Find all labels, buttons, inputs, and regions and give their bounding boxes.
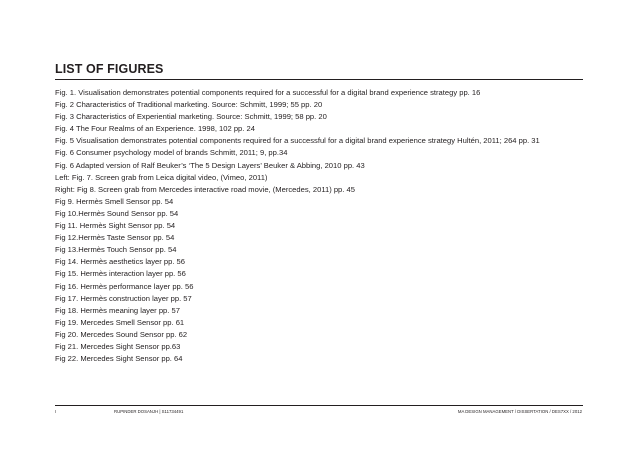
figure-entry: Fig. 4 The Four Realms of an Experience. 1998, 102 pp. 24 [55,124,255,134]
footer-page-number: I [55,409,57,414]
figure-entry: Fig. 1. Visualisation demonstrates potential components required for a successful for a digital brand experience strategy pp. 16 [55,88,481,97]
figure-entry: Fig. 2 Characteristics of Traditional marketing. Source: Schmitt, 1999; 55 pp. 20 [55,100,323,110]
figure-entry: Fig 21. Mercedes Sight Sensor pp.63 [55,341,181,351]
figure-entry: Fig. 6 Adapted version of Ralf Beuker’s ‘The 5 Design Layers’ Beuker & Abbing, 2010 pp. 43 [55,160,365,170]
figure-entry: Fig 10.Hermès Sound Sensor pp. 54 [55,208,179,218]
figure-entry: Fig 22. Mercedes Sight Sensor pp. 64 [55,354,183,364]
figure-entry: Fig 13.Hermès Touch Sensor pp. 54 [55,245,177,255]
footer-course: MA DESIGN MANAGEMENT / DISSERTATION / DES7XX / 2012 [457,409,582,414]
figure-entry: Fig 19. Mercedes Smell Sensor pp. 61 [55,317,185,327]
figure-entry: Fig 16. Hermès performance layer pp. 56 [55,281,194,291]
figure-entry: Fig 11. Hermès Sight Sensor pp. 54 [55,221,176,231]
figure-entry: Fig. 6 Consumer psychology model of brands Schmitt, 2011; 9, pp.34 [55,148,288,158]
figure-entry: Right: Fig 8. Screen grab from Mercedes interactive road movie, (Mercedes, 2011) pp. 45 [55,184,355,194]
figure-entry: Fig 14. Hermès aesthetics layer pp. 56 [55,257,185,267]
figure-entry: Fig 9. Hermès Smell Sensor pp. 54 [55,196,174,206]
page-title: LIST OF FIGURES [55,62,164,76]
figure-entry: Fig 18. Hermès meaning layer pp. 57 [55,305,180,315]
figure-entry: Fig. 5 Visualisation demonstrates potential components required for a successful for a digital brand experience strategy Hultén, 2011; 264 pp. 31 [55,136,540,146]
figure-list [55,87,585,365]
figure-entry: Fig 15. Hermès interaction layer pp. 56 [55,269,186,279]
figure-entry: Left: Fig. 7. Screen grab from Leica digital video, (Vimeo, 2011) [55,172,268,182]
title-divider [55,79,583,80]
figure-entry: Fig. 3 Characteristics of Experiential marketing. Source: Schmitt, 1999; 58 pp. 20 [55,112,327,122]
footer-divider [55,405,583,406]
figure-entry: Fig 20. Mercedes Sound Sensor pp. 62 [55,329,188,339]
footer-author: RUPINDER DOSANJH | S11734491 [114,409,184,414]
figure-entry: Fig 17. Hermès construction layer pp. 57 [55,293,192,303]
figure-entry: Fig 12.Hermès Taste Sensor pp. 54 [55,233,175,243]
